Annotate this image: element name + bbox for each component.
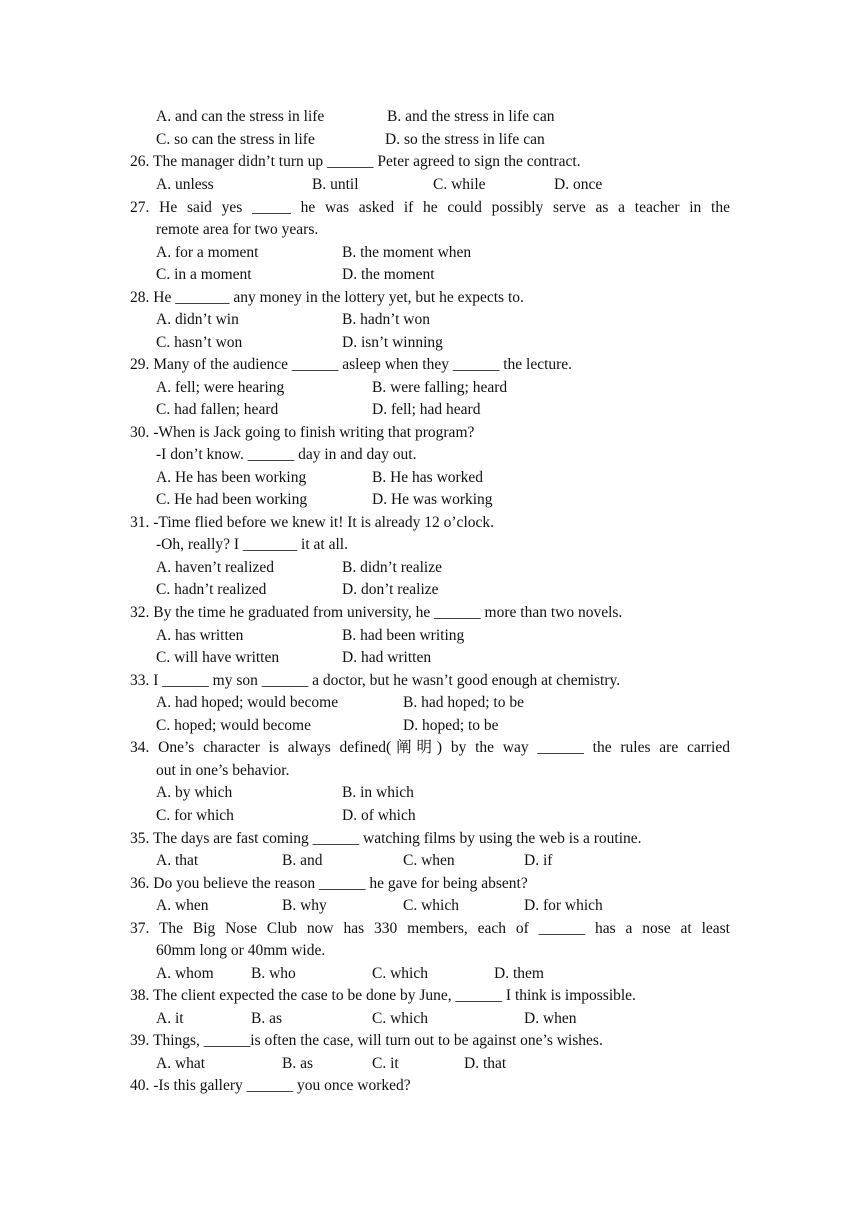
question-32-stem: 32. By the time he graduated from university, he ______ more than two novels. bbox=[130, 604, 623, 621]
q28-option-b: B. hadn’t won bbox=[342, 311, 430, 328]
q30-option-a: A. He has been working bbox=[156, 469, 307, 486]
q37-option-b: B. who bbox=[251, 965, 296, 982]
q26-option-c: C. while bbox=[433, 176, 486, 193]
q35-option-a: A. that bbox=[156, 852, 199, 869]
question-37-stem: 37. The Big Nose Club now has 330 members, each of ______ has a nose at least bbox=[130, 920, 730, 937]
q34-option-d: D. of which bbox=[342, 807, 416, 824]
q36-option-a: A. when bbox=[156, 897, 209, 914]
q25-option-a: A. and can the stress in life bbox=[156, 108, 325, 125]
q31-option-a: A. haven’t realized bbox=[156, 559, 275, 576]
q25-option-d: D. so the stress in life can bbox=[385, 131, 545, 148]
q27-option-b: B. the moment when bbox=[342, 244, 472, 261]
q33-option-c: C. hoped; would become bbox=[156, 717, 311, 734]
question-28-stem: 28. He _______ any money in the lottery yet, but he expects to. bbox=[130, 289, 524, 306]
q39-option-d: D. that bbox=[464, 1055, 507, 1072]
q27-option-c: C. in a moment bbox=[156, 266, 252, 283]
q33-option-b: B. had hoped; to be bbox=[403, 694, 524, 711]
q36-option-d: D. for which bbox=[524, 897, 603, 914]
question-34-stem: 34. One’s character is always defined(阐明) by the way ______ the rules are carried bbox=[130, 739, 730, 756]
q30-option-b: B. He has worked bbox=[372, 469, 484, 486]
question-34-stem-cont: out in one’s behavior. bbox=[156, 762, 290, 779]
q29-option-a: A. fell; were hearing bbox=[156, 379, 285, 396]
q34-option-c: C. for which bbox=[156, 807, 234, 824]
q27-option-a: A. for a moment bbox=[156, 244, 259, 261]
q35-option-d: D. if bbox=[524, 852, 553, 869]
question-39-stem: 39. Things, ______is often the case, will turn out to be against one’s wishes. bbox=[130, 1032, 603, 1049]
q29-option-b: B. were falling; heard bbox=[372, 379, 508, 396]
q26-option-a: A. unless bbox=[156, 176, 214, 193]
q38-option-a: A. it bbox=[156, 1010, 184, 1027]
q39-option-b: B. as bbox=[282, 1055, 313, 1072]
question-38-stem: 38. The client expected the case to be done by June, ______ I think is impossible. bbox=[130, 987, 636, 1004]
q37-option-c: C. which bbox=[372, 965, 428, 982]
q33-option-a: A. had hoped; would become bbox=[156, 694, 339, 711]
q37-option-d: D. them bbox=[494, 965, 544, 982]
question-31-stem-cont: -Oh, really? I _______ it at all. bbox=[156, 536, 348, 553]
q32-option-a: A. has written bbox=[156, 627, 244, 644]
q26-option-b: B. until bbox=[312, 176, 359, 193]
q35-option-b: B. and bbox=[282, 852, 323, 869]
q36-option-b: B. why bbox=[282, 897, 327, 914]
question-26-stem: 26. The manager didn’t turn up ______ Peter agreed to sign the contract. bbox=[130, 153, 581, 170]
q32-option-b: B. had been writing bbox=[342, 627, 465, 644]
q32-option-c: C. will have written bbox=[156, 649, 280, 666]
q34-option-a: A. by which bbox=[156, 784, 233, 801]
q34-option-b: B. in which bbox=[342, 784, 414, 801]
q29-option-c: C. had fallen; heard bbox=[156, 401, 279, 418]
q37-option-a: A. whom bbox=[156, 965, 214, 982]
q39-option-c: C. it bbox=[372, 1055, 399, 1072]
q31-option-c: C. hadn’t realized bbox=[156, 581, 267, 598]
question-27-stem: 27. He said yes _____ he was asked if he could possibly serve as a teacher in the bbox=[130, 199, 730, 216]
q29-option-d: D. fell; had heard bbox=[372, 401, 481, 418]
question-31-stem: 31. -Time flied before we knew it! It is already 12 o’clock. bbox=[130, 514, 495, 531]
question-33-stem: 33. I ______ my son ______ a doctor, but he wasn’t good enough at chemistry. bbox=[130, 672, 621, 689]
question-40-stem: 40. -Is this gallery ______ you once worked? bbox=[130, 1077, 411, 1094]
question-37-stem-cont: 60mm long or 40mm wide. bbox=[156, 942, 326, 959]
q30-option-d: D. He was working bbox=[372, 491, 493, 508]
q30-option-c: C. He had been working bbox=[156, 491, 308, 508]
q35-option-c: C. when bbox=[403, 852, 455, 869]
q26-option-d: D. once bbox=[554, 176, 603, 193]
q32-option-d: D. had written bbox=[342, 649, 432, 666]
q38-option-c: C. which bbox=[372, 1010, 428, 1027]
question-27-stem-cont: remote area for two years. bbox=[156, 221, 319, 238]
q28-option-c: C. hasn’t won bbox=[156, 334, 243, 351]
q25-option-b: B. and the stress in life can bbox=[387, 108, 555, 125]
question-30-stem-cont: -I don’t know. ______ day in and day out. bbox=[156, 446, 417, 463]
q31-option-b: B. didn’t realize bbox=[342, 559, 443, 576]
question-36-stem: 36. Do you believe the reason ______ he gave for being absent? bbox=[130, 875, 528, 892]
q28-option-d: D. isn’t winning bbox=[342, 334, 443, 351]
q36-option-c: C. which bbox=[403, 897, 459, 914]
q28-option-a: A. didn’t win bbox=[156, 311, 239, 328]
q39-option-a: A. what bbox=[156, 1055, 206, 1072]
q38-option-d: D. when bbox=[524, 1010, 577, 1027]
question-35-stem: 35. The days are fast coming ______ watching films by using the web is a routine. bbox=[130, 830, 642, 847]
q31-option-d: D. don’t realize bbox=[342, 581, 439, 598]
q25-option-c: C. so can the stress in life bbox=[156, 131, 315, 148]
q27-option-d: D. the moment bbox=[342, 266, 435, 283]
q33-option-d: D. hoped; to be bbox=[403, 717, 499, 734]
question-29-stem: 29. Many of the audience ______ asleep when they ______ the lecture. bbox=[130, 356, 573, 373]
q38-option-b: B. as bbox=[251, 1010, 282, 1027]
question-30-stem: 30. -When is Jack going to finish writing that program? bbox=[130, 424, 475, 441]
